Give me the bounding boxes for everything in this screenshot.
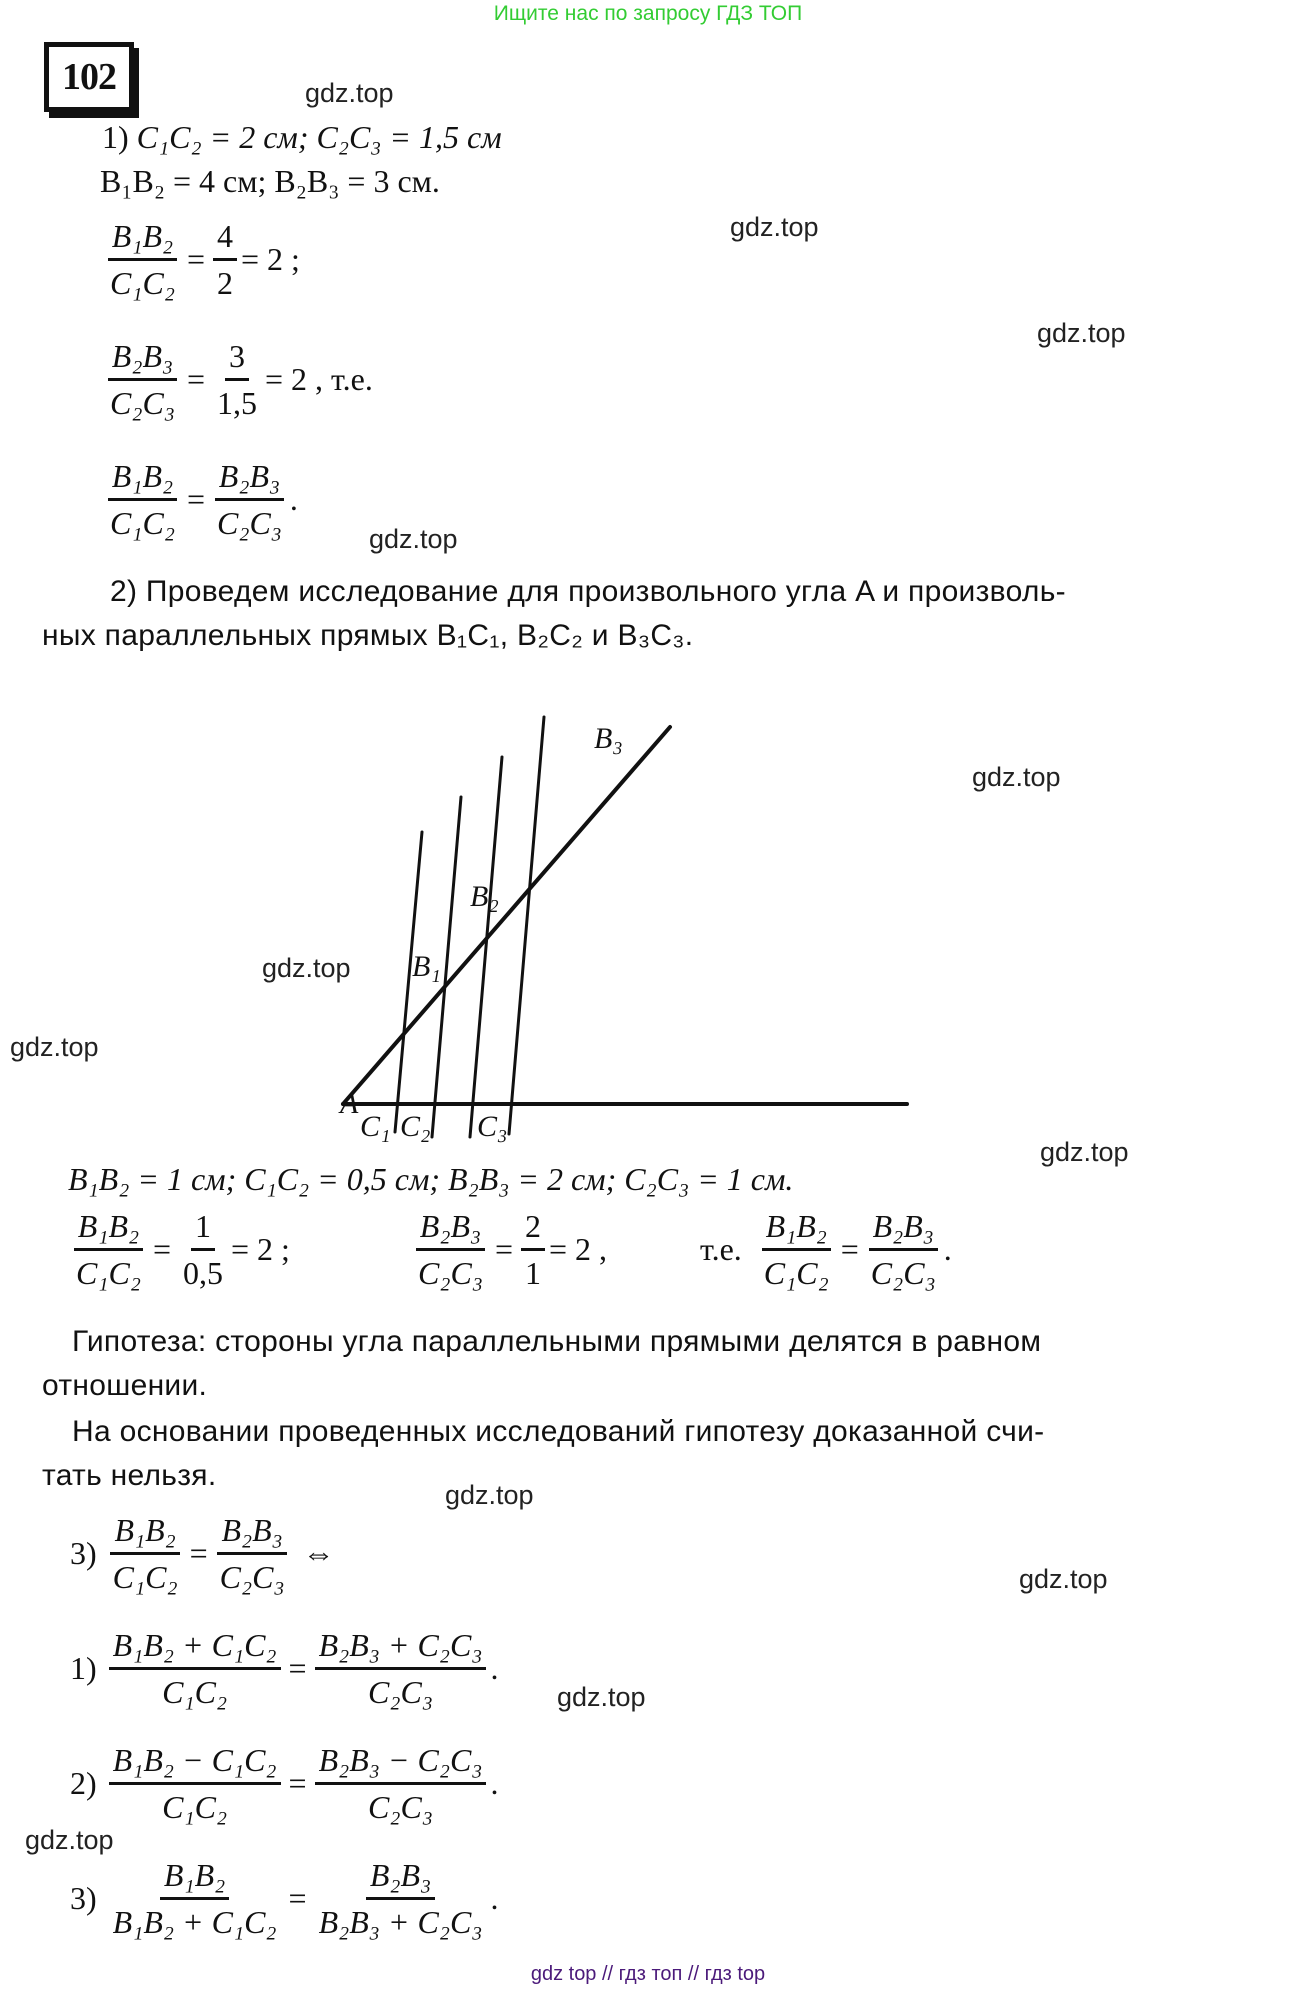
watermark: gdz.top [1040, 1137, 1129, 1167]
part2-ratio1: $\frac{\text{B₁B₂}}{\text{C₁C₂}}$ = $\frac{1}{0,5}$ = 2 ; [68, 1206, 290, 1293]
conclusion-line2: тать нельзя. [42, 1459, 217, 1492]
label-B2: B₂ [470, 880, 499, 913]
label-B3: B₃ [594, 722, 623, 755]
geometry-figure [250, 700, 950, 1150]
watermark: gdz.top [557, 1682, 646, 1712]
hypothesis-line2: отношении. [42, 1369, 208, 1402]
part3-item-3: 3) $\frac{\text{B₁B₂}}{\text{B₁B₂ + C₁C₂}}$ = $\frac{\text{B₂B₃}}{\text{B₂B₃ + C₂C₃}}$ . [70, 1857, 499, 1940]
part3-item-1: 1) $\frac{\text{B₁B₂ + C₁C₂}}{\text{C₁C₂}}$ = $\frac{\text{B₂B₃ + C₂C₃}}{\text{C₂C₃}}$ . [70, 1627, 499, 1710]
watermark: gdz.top [369, 524, 458, 554]
part2-measures: B₁B₂ = 1 см; C₁C₂ = 0,5 см; B₂B₃ = 2 см; C₂C₃ = 1 см. [68, 1161, 794, 1197]
label-B1: B₁ [412, 950, 441, 983]
watermark: gdz.top [730, 212, 819, 242]
part2-ratio3: т.е. $\frac{\text{B₁B₂}}{\text{C₁C₂}}$ = $\frac{\text{B₂B₃}}{\text{C₂C₃}}$ . [700, 1208, 952, 1291]
search-banner[interactable]: Ищите нас по запросу ГДЗ ТОП [493, 2, 803, 25]
label-C1: C₁ [360, 1110, 391, 1143]
watermark: gdz.top [305, 78, 394, 108]
part1-eq3: $\frac{\text{B₁B₂}}{\text{C₁C₂}}$ = $\frac{\text{B₂B₃}}{\text{C₂C₃}}$ . [102, 456, 298, 543]
watermark: gdz.top [972, 762, 1061, 792]
label-C3: C₃ [477, 1110, 508, 1143]
conclusion-line1: На основании проведенных исследований гипотезу доказанной счи- [72, 1415, 1045, 1448]
part2-intro-line1: 2) Проведем исследование для произвольного угла A и произволь- [110, 575, 1066, 608]
footer-links[interactable]: gdz top // гдз топ // гдз top [530, 1963, 766, 1985]
watermark: gdz.top [445, 1480, 534, 1510]
label-C2: C₂ [400, 1110, 431, 1143]
watermark: gdz.top [262, 953, 351, 983]
part3-main: 3) $\frac{\text{B₁B₂}}{\text{C₁C₂}}$ = $\frac{\text{B₂B₃}}{\text{C₂C₃}}$ ⇔ [70, 1512, 335, 1595]
part1-line1: 1) C₁C₂ = 2 см; C₂C₃ = 1,5 см [102, 119, 502, 155]
watermark: gdz.top [10, 1032, 99, 1062]
watermark: gdz.top [25, 1825, 114, 1855]
part3-item-2: 2) $\frac{\text{B₁B₂ − C₁C₂}}{\text{C₁C₂}}$ = $\frac{\text{B₂B₃ − C₂C₃}}{\text{C₂C₃}}$ . [70, 1742, 499, 1825]
part2-intro-line2: ных параллельных прямых B₁C₁, B₂C₂ и B₃C₃. [42, 619, 694, 652]
label-A: A [340, 1087, 359, 1120]
part2-ratio2: $\frac{\text{B₂B₃}}{\text{C₂C₃}}$ = $\frac{2}{1}$ = 2 , [410, 1206, 607, 1293]
part1-eq2: $\frac{\text{B₂B₃}}{\text{C₂C₃}}$ = $\frac{3}{1,5}$ = 2 , т.е. [102, 336, 373, 423]
problem-number: 102 [44, 42, 134, 112]
watermark: gdz.top [1037, 318, 1126, 348]
part1-line2: B₁B₂ = 4 см; B₂B₃ = 3 см. [100, 163, 440, 199]
hypothesis-line1: Гипотеза: стороны угла параллельными прямыми делятся в равном [72, 1325, 1042, 1358]
watermark: gdz.top [1019, 1564, 1108, 1594]
part1-eq1: $\frac{\text{B₁B₂}}{\text{C₁C₂}}$ = $\frac{4}{2}$ = 2 ; [102, 216, 300, 303]
